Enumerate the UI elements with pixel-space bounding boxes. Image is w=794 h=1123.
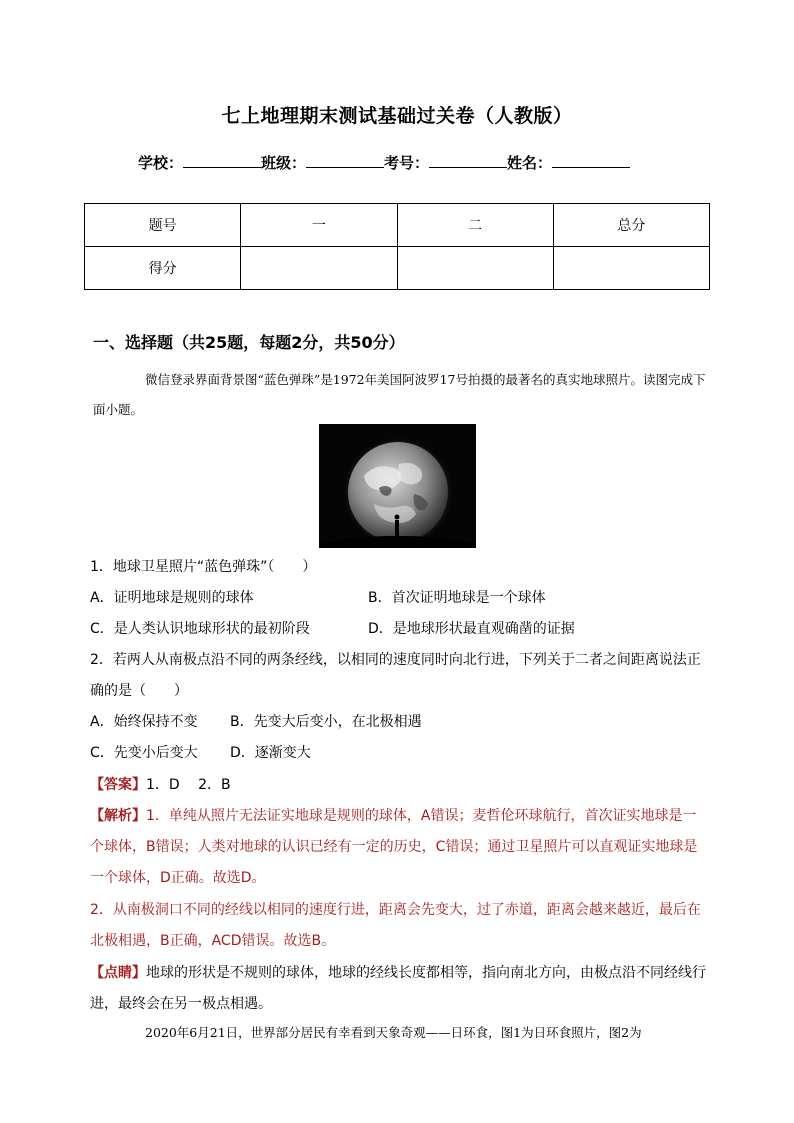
score-table: [84, 203, 710, 290]
score-cell: [241, 247, 397, 290]
analysis-line4: 2．从南极洞口不同的经线以相同的速度行进，距离会先变大，过了赤道，距离会越来越近，最后在: [90, 902, 701, 918]
q2-option-a: A．始终保持不变: [90, 714, 198, 730]
analysis-label: 【解析】: [90, 808, 146, 824]
section-intro: 微信登录界面背景图“蓝色弹珠”是1972年美国阿波罗17号拍摄的最著名的真实地球照片。读图完成下面小题。: [93, 372, 706, 417]
class-blank: [306, 154, 384, 168]
q2-option-d: D．逐渐变大: [230, 745, 311, 761]
name-blank: [552, 154, 630, 168]
q2-stem-line2: 确的是（ ）: [90, 683, 188, 699]
score-cell: [397, 247, 553, 290]
exam-no-label: 考号：: [384, 154, 430, 172]
page-title: 七上地理期末测试基础过关卷（人教版）: [221, 105, 573, 127]
analysis-line3: 一个球体，D正确。故选D。: [90, 870, 266, 886]
next-question-intro: 2020年6月21日，世界部分居民有幸看到天象奇观——日环食，图1为日环食照片，图2为: [145, 1025, 642, 1040]
answer-line: [90, 774, 231, 794]
earth-photo-graphic: [319, 424, 476, 548]
q2-option-b: B．先变大后变小，在北极相遇: [230, 714, 422, 730]
tip-text-1: 地球的形状是不规则的球体，地球的经线长度都相等，指向南北方向，由极点沿不同经线行: [146, 965, 706, 981]
school-label: 学校：: [138, 154, 184, 172]
q1-option-b: B．首次证明地球是一个球体: [368, 590, 546, 606]
q1-option-a: A．证明地球是规则的球体: [90, 590, 254, 606]
analysis-line1: [90, 805, 696, 825]
q2-stem-line1: 2．若两人从南极点沿不同的两条经线，以相同的速度同时向北行进，下列关于二者之间距离说法正: [90, 652, 701, 668]
score-table-row: [85, 247, 710, 290]
q2-option-c: C．先变小后变大: [90, 745, 198, 761]
score-header-cell: 一: [241, 204, 397, 247]
earth-photo: [319, 424, 476, 548]
q1-option-c: C．是人类认识地球形状的最初阶段: [90, 621, 310, 637]
analysis-line5: 北极相遇，B正确，ACD错误。故选B。: [90, 933, 336, 949]
name-label: 姓名：: [507, 154, 553, 172]
answer-label: 【答案】: [90, 777, 146, 793]
score-row-label: 得分: [85, 247, 241, 290]
score-cell: [553, 247, 709, 290]
section-heading: 一、选择题（共25题，每题2分，共50分）: [93, 333, 405, 352]
score-header-cell: 二: [397, 204, 553, 247]
score-header-cell: 题号: [85, 204, 241, 247]
score-header-cell: 总分: [553, 204, 709, 247]
tip-line2: 进，最终会在另一极点相遇。: [90, 996, 272, 1012]
analysis-text-1: 1．单纯从照片无法证实地球是规则的球体，A错误；麦哲伦环球航行，首次证实地球是一: [146, 808, 697, 824]
person-silhouette: [395, 520, 399, 536]
score-table-header-row: [85, 204, 710, 247]
class-label: 班级：: [261, 154, 307, 172]
answer-text: 1．D 2．B: [146, 777, 231, 793]
q1-option-d: D．是地球形状最直观确凿的证据: [368, 621, 575, 637]
school-blank: [183, 154, 261, 168]
student-info-line: [138, 152, 698, 173]
exam-no-blank: [429, 154, 507, 168]
tip-line1: [90, 962, 706, 982]
tip-label: 【点睛】: [90, 965, 146, 981]
q1-stem: 1．地球卫星照片“蓝色弹珠”（ ）: [90, 559, 317, 575]
analysis-line2: 个球体，B错误；人类对地球的认识已经有一定的历史，C错误；通过卫星照片可以直观证实地球是: [90, 839, 698, 855]
